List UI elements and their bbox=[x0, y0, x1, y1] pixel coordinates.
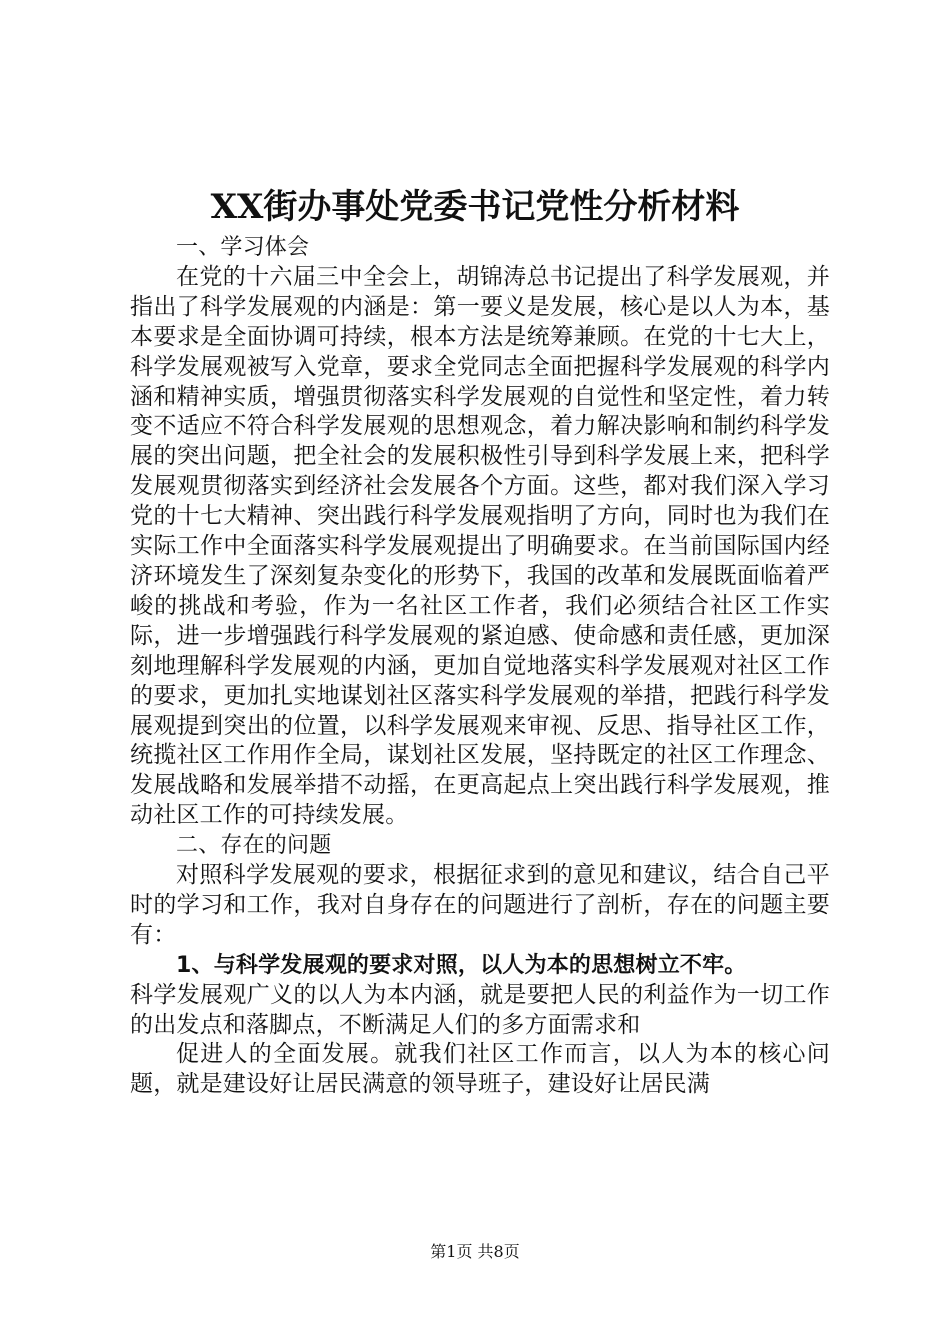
section-heading-problems: 二、存在的问题 bbox=[176, 833, 332, 859]
section-heading-study: 一、学习体会 bbox=[176, 235, 310, 260]
page-footer: 第1页 共8页 bbox=[430, 1242, 520, 1261]
problem-item-1: 1、与科学发展观的要求对照，以人为本的思想树立不牢。 bbox=[176, 952, 747, 978]
paragraph-study-experience: 在党的十六届三中全会上，胡锦涛总书记提出了科学发展观，并指出了科学发展观的内涵是：第一要义是发展，核心是以人为本，基本要求是全面协调可持续，根本方法是统筹兼顾。在党的十七大上，科学发展观被写入党章，要求全党同志全面把握科学发展观的科学内涵和精神实质，增强贯彻落实科学发展观的自觉性和坚定性，着力转变不适应不符合科学发展观的思想观念，着力解决影响和制约科学发展的突出问题，把全社会的发展积极性引导到科学发展上来，把科学发展观贯彻落实到经济社会发展各个方面。这些，都对我们深入学习党的十七大精神、突出践行科学发展观指明了方向，同时也为我们在实际工作中全面落实科学发展观提出了明确要求。在当前国际国内经济环境发生了深刻复杂变化的形势下，我国的改革和发展既面临着严峻的挑战和考验，作为一名社区工作者，我们必须结合社区工作实际，进一步增强践行科学发展观的紧迫感、使命感和责任感，更加深刻地理解科学发展观的内涵，更加自觉地落实科学发展观对社区工作的要求，更加扎实地谋划社区落实科学发展观的举措，把践行科学发展观提到突出的位置，以科学发展观来审视、反思、指导社区工作，统揽社区工作用作全局，谋划社区发展，坚持既定的社区工作理念、发展战略和发展举措不动摇，在更高起点上突出践行科学发展观，推动社区工作的可持续发展。 bbox=[130, 263, 830, 829]
document-title: XX街办事处党委书记党性分析材料 bbox=[210, 187, 740, 227]
paragraph-people-oriented: 科学发展观广义的以人为本内涵，就是要把人民的利益作为一切工作的出发点和落脚点，不断满足人们的多方面需求和 bbox=[130, 981, 830, 1038]
paragraph-problems-intro: 对照科学发展观的要求，根据征求到的意见和建议，结合自己平时的学习和工作，我对自身存在的问题进行了剖析，存在的问题主要有： bbox=[130, 862, 830, 948]
document-body bbox=[130, 233, 830, 1100]
paragraph-community-work: 促进人的全面发展。就我们社区工作而言，以人为本的核心问题，就是建设好让居民满意的领导班子，建设好让居民满 bbox=[130, 1041, 830, 1098]
